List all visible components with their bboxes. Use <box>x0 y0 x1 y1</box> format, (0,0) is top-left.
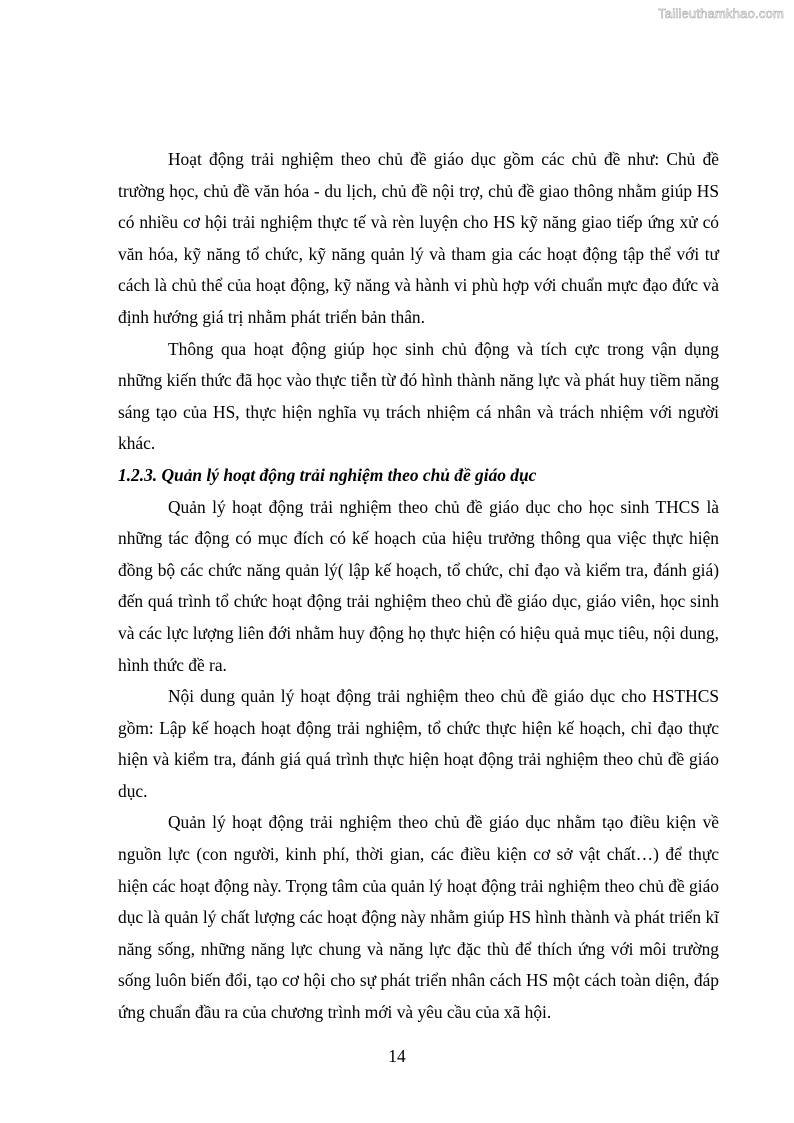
page-body <box>118 144 719 1029</box>
paragraph-management-definition: Quản lý hoạt động trải nghiệm theo chủ đề giáo dục cho học sinh THCS là những tác động có mục đích có kế hoạch của hiệu trưởng thông qua việc thực hiện đồng bộ các chức năng quản lý( lập kế hoạch, tổ chức, chỉ đạo và kiểm tra, đánh giá) đến quá trình tổ chức hoạt động trải nghiệm theo chủ đề giáo dục, giáo viên, học sinh và các lực lượng liên đới nhằm huy động họ thực hiện có hiệu quả mục tiêu, nội dung, hình thức đề ra. <box>118 496 719 675</box>
paragraph-topics: Hoạt động trải nghiệm theo chủ đề giáo dục gồm các chủ đề như: Chủ đề trường học, chủ đề văn hóa - du lịch, chủ đề nội trợ, chủ đề giao thông nhằm giúp HS có nhiều cơ hội trải nghiệm thực tế và rèn luyện cho HS kỹ năng giao tiếp ứng xử có văn hóa, kỹ năng tổ chức, kỹ năng quản lý và tham gia các hoạt động tập thể với tư cách là chủ thể của hoạt động, kỹ năng và hành vi phù hợp với chuẩn mực đạo đức và định hướng giá trị nhằm phát triển bản thân. <box>118 149 719 327</box>
paragraph-management-content: Nội dung quản lý hoạt động trải nghiệm theo chủ đề giáo dục cho HSTHCS gồm: Lập kế hoạch hoạt động trải nghiệm, tổ chức thực hiện kế hoạch, chỉ đạo thực hiện và kiểm tra, đánh giá quá trình thực hiện hoạt động trải nghiệm theo chủ đề giáo dục. <box>118 686 719 801</box>
watermark: Tailieuthamkhao.com <box>658 6 784 21</box>
paragraph-management-focus: Quản lý hoạt động trải nghiệm theo chủ đề giáo dục nhằm tạo điều kiện về nguồn lực (con người, kinh phí, thời gian, các điều kiện cơ sở vật chất…) để thực hiện các hoạt động này. Trọng tâm của quản lý hoạt động trải nghiệm theo chủ đề giáo dục là quản lý chất lượng các hoạt động này nhằm giúp HS hình thành và phát triển kĩ năng sống, những năng lực chung và năng lực đặc thù để thích ứng với môi trường sống luôn biến đổi, tạo cơ hội cho sự phát triển nhân cách HS một cách toàn diện, đáp ứng chuẩn đầu ra của chương trình mới và yêu cầu của xã hội. <box>118 812 719 1023</box>
page-number: 14 <box>388 1046 406 1066</box>
paragraph-activities: Thông qua hoạt động giúp học sinh chủ động và tích cực trong vận dụng những kiến thức đã học vào thực tiễn từ đó hình thành năng lực và phát huy tiềm năng sáng tạo của HS, thực hiện nghĩa vụ trách nhiệm cá nhân và trách nhiệm với người khác. <box>118 338 719 454</box>
section-heading: 1.2.3. Quản lý hoạt động trải nghiệm theo chủ đề giáo dục <box>118 464 537 485</box>
